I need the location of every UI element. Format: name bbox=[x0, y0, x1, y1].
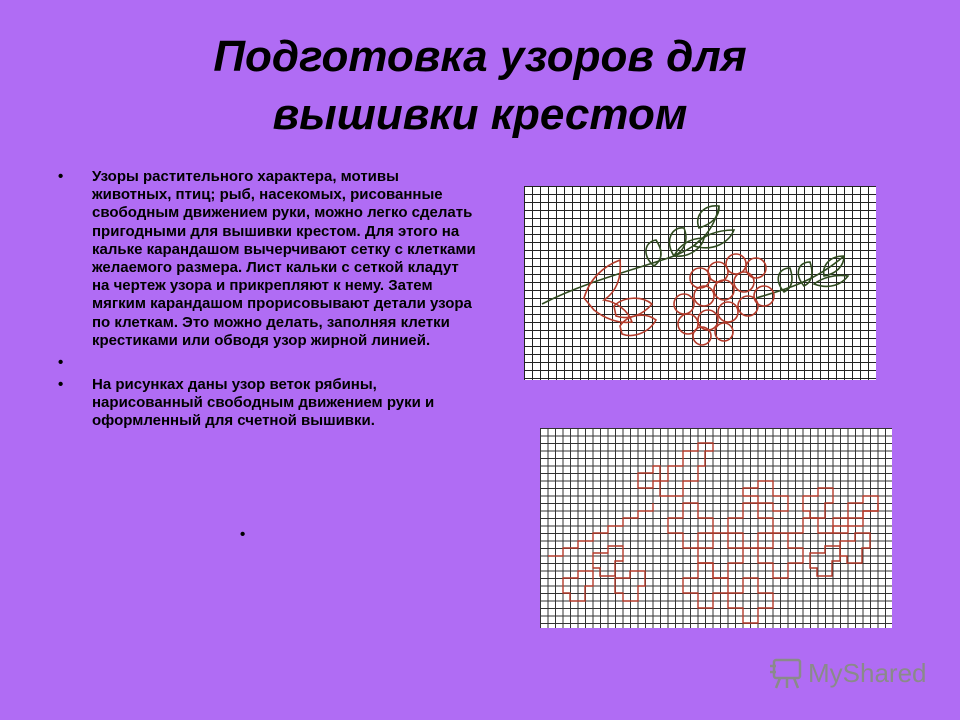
stepped-stem bbox=[548, 503, 653, 556]
bullet-item-method: • Узоры растительного характера, мотивы животных, птиц; рыб, насекомых, рисованные свободным движением руки, можно легко сделать пригодными для вышивки крестом. Для этого на кальке карандашом вычерчивают сетку с клетками желаемого размера. Лист кальки с сеткой кладут на чертеж узора и прикрепляют к нему. Затем мягким карандашом прорисовывают детали узора по клеткам. Это можно делать, заполняя клетки крестиками или обводя узор жирной линией. bbox=[58, 168, 478, 350]
berry bbox=[714, 280, 734, 300]
berry bbox=[708, 262, 728, 282]
stepped-leaf bbox=[615, 571, 645, 601]
empty-bullet-dot: • bbox=[240, 526, 246, 543]
slide-title-line2: вышивки крестом bbox=[272, 90, 688, 139]
leaf-shape-red bbox=[584, 260, 632, 322]
stepped-berry-cluster bbox=[728, 578, 773, 623]
counted-rowan-pattern-image bbox=[540, 428, 892, 628]
myshared-watermark bbox=[768, 656, 928, 692]
leaf-shape bbox=[698, 206, 719, 228]
stepped-leaf bbox=[840, 533, 870, 563]
berry bbox=[690, 268, 710, 288]
stepped-leaf bbox=[563, 571, 593, 601]
bullet-list bbox=[58, 168, 478, 435]
rowan-counted-drawing bbox=[540, 428, 892, 628]
stepped-leaf bbox=[833, 496, 878, 533]
slide-title-line1: Подготовка узоров для bbox=[213, 32, 747, 81]
berry bbox=[693, 327, 711, 345]
stepped-berry-cluster bbox=[728, 503, 773, 548]
berry bbox=[718, 302, 738, 322]
stepped-leaf bbox=[810, 546, 840, 576]
presentation-board-icon bbox=[768, 656, 804, 690]
stepped-leaf bbox=[803, 488, 833, 518]
stepped-leaf bbox=[593, 546, 623, 576]
berry bbox=[715, 323, 733, 341]
bullet-item-figures: • На рисунках даны узор веток рябины, нарисованный свободным движением руки и оформленный для счетной вышивки. bbox=[58, 376, 478, 431]
berry bbox=[726, 254, 746, 274]
watermark-logo-text: MyShared bbox=[808, 658, 927, 688]
berry bbox=[694, 286, 714, 306]
freehand-rowan-pattern-image bbox=[524, 186, 876, 380]
berry bbox=[674, 294, 694, 314]
stepped-berry-cluster bbox=[698, 533, 743, 578]
stepped-leaf bbox=[638, 466, 660, 488]
slide-title bbox=[0, 28, 960, 144]
rowan-freehand-drawing bbox=[524, 186, 876, 380]
berry bbox=[734, 272, 754, 292]
leaf-shape-red bbox=[614, 298, 652, 317]
bullet-item-empty bbox=[58, 354, 478, 372]
branch-stem bbox=[542, 206, 719, 304]
stepped-berry-cluster bbox=[683, 563, 728, 608]
berry bbox=[746, 258, 766, 278]
stepped-leaf bbox=[660, 443, 713, 496]
stepped-berry-cluster bbox=[758, 533, 803, 578]
stepped-berry-cluster bbox=[668, 503, 713, 548]
stepped-berry-cluster bbox=[743, 481, 788, 511]
leaf-shape bbox=[814, 275, 848, 286]
